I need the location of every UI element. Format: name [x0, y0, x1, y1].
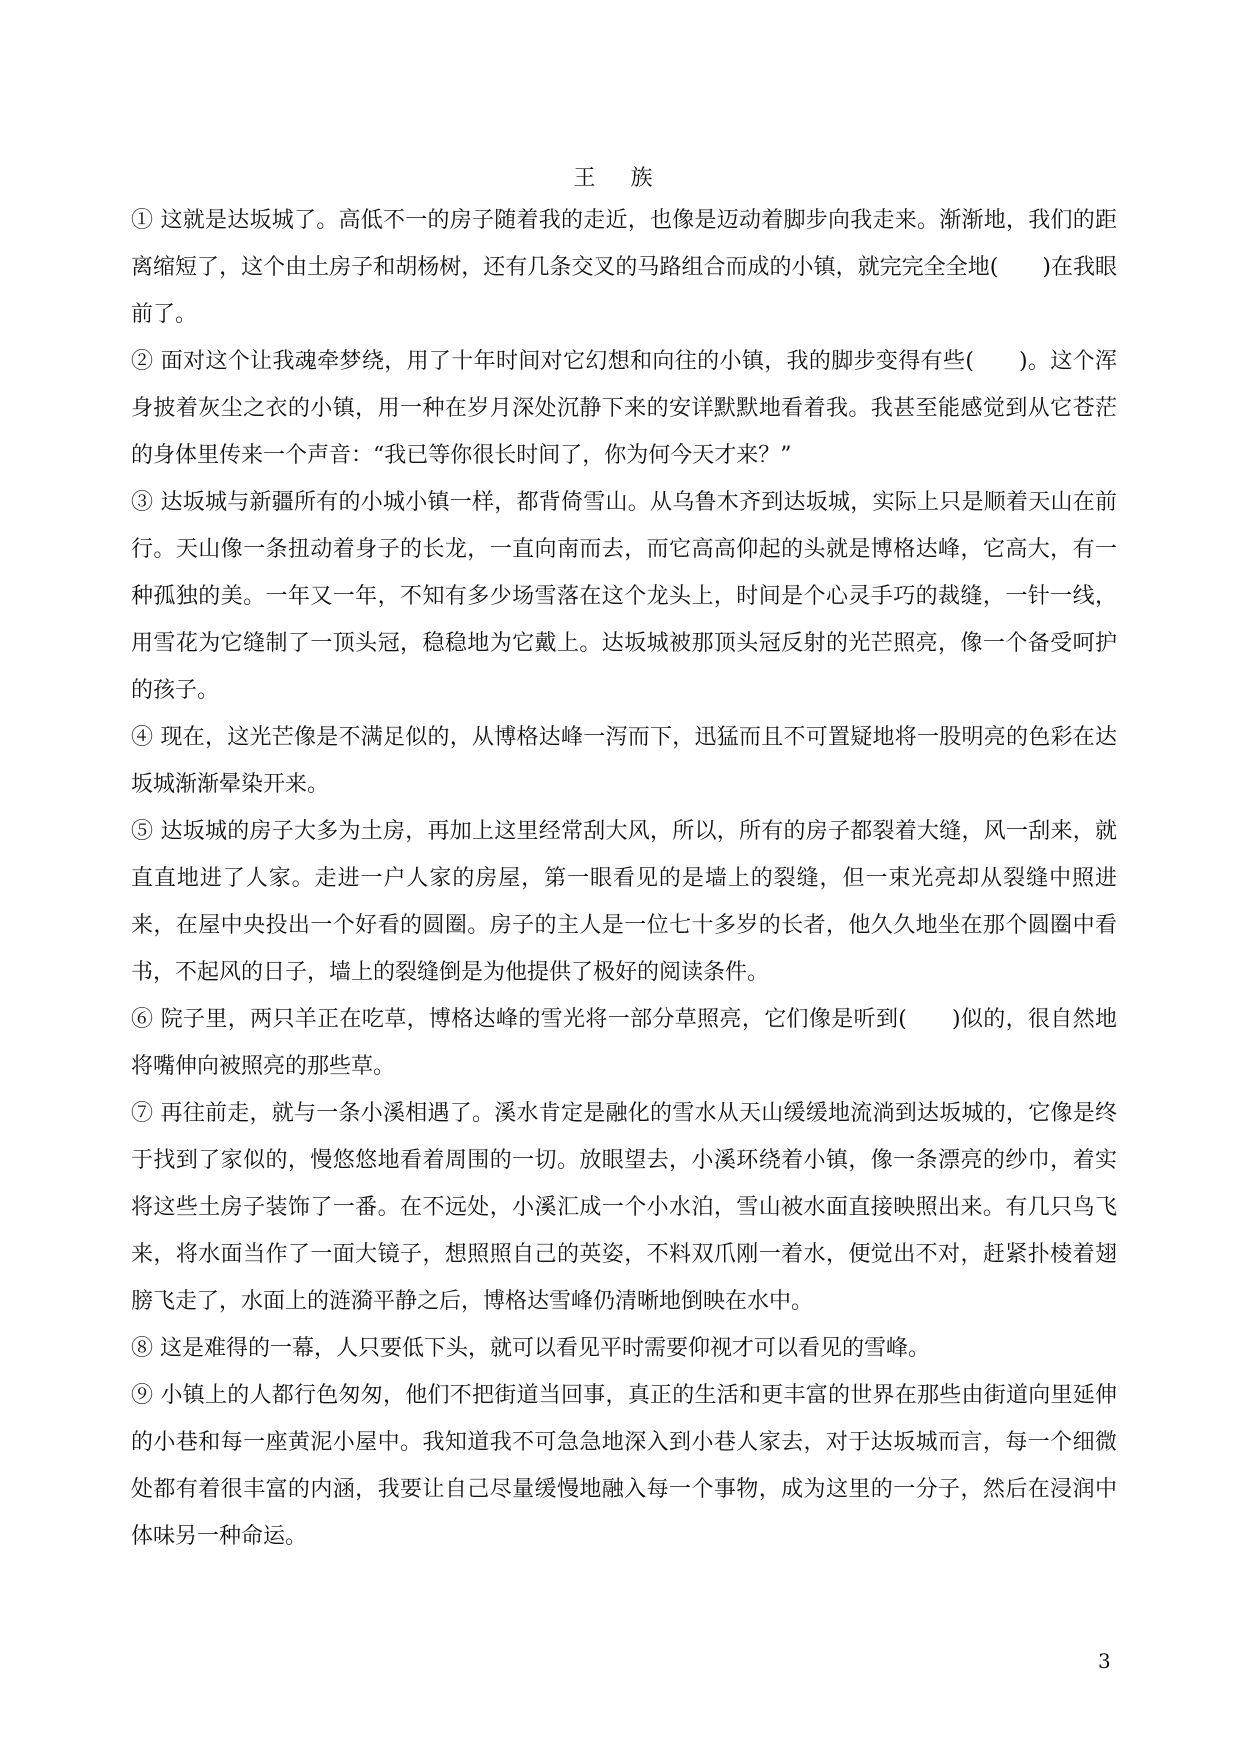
paragraph-2: ② 面对这个让我魂牵梦绕，用了十年时间对它幻想和向往的小镇，我的脚步变得有些( )。这个浑身披着灰尘之衣的小镇，用一种在岁月深处沉静下来的安详默默地看着我。我甚至能感觉到从它苍茫的身体里传来一个声音：“我已等你很长时间了，你为何今天才来？”: [131, 349, 1117, 468]
paragraph-5: ⑤ 达坂城的房子大多为土房，再加上这里经常刮大风，所以，所有的房子都裂着大缝，风一刮来，就直直地进了人家。走进一户人家的房屋，第一眼看见的是墙上的裂缝，但一束光亮却从裂缝中照进来，在屋中央投出一个好看的圆圈。房子的主人是一位七十多岁的长者，他久久地坐在那个圆圈中看书，不起风的日子，墙上的裂缝倒是为他提供了极好的阅读条件。: [131, 819, 1117, 985]
page-number: 3: [1098, 1649, 1111, 1673]
paragraph-3: ③ 达坂城与新疆所有的小城小镇一样，都背倚雪山。从乌鲁木齐到达坂城，实际上只是顺着天山在前行。天山像一条扭动着身子的长龙，一直向南而去，而它高高仰起的头就是博格达峰，它高大，有一种孤独的美。一年又一年，不知有多少场雪落在这个龙头上，时间是个心灵手巧的裁缝，一针一线，用雪花为它缝制了一顶头冠，稳稳地为它戴上。达坂城被那顶头冠反射的光芒照亮，像一个备受呵护的孩子。: [131, 490, 1117, 703]
paragraph-7: ⑦ 再往前走，就与一条小溪相遇了。溪水肯定是融化的雪水从天山缓缓地流淌到达坂城的，它像是终于找到了家似的，慢悠悠地看着周围的一切。放眼望去，小溪环绕着小镇，像一条漂亮的纱巾，着实将这些土房子装饰了一番。在不远处，小溪汇成一个小水泊，雪山被水面直接映照出来。有几只鸟飞来，将水面当作了一面大镜子，想照照自己的英姿，不料双爪刚一着水，便觉出不对，赶紧扑棱着翅膀飞走了，水面上的涟漪平静之后，博格达雪峰仍清晰地倒映在水中。: [131, 1101, 1117, 1314]
author-name: 王 族: [573, 166, 667, 191]
paragraph-6: ⑥ 院子里，两只羊正在吃草，博格达峰的雪光将一部分草照亮，它们像是听到( )似的，很自然地将嘴伸向被照亮的那些草。: [131, 1007, 1117, 1079]
paragraph-4: ④ 现在，这光芒像是不满足似的，从博格达峰一泻而下，迅猛而且不可置疑地将一股明亮的色彩在达坂城渐渐晕染开来。: [131, 725, 1117, 797]
paragraph-1: ① 这就是达坂城了。高低不一的房子随着我的走近，也像是迈动着脚步向我走来。渐渐地，我们的距离缩短了，这个由土房子和胡杨树，还有几条交叉的马路组合而成的小镇，就完完全全地( )在我眼前了。: [131, 208, 1117, 327]
article-body: [131, 197, 1117, 1560]
paragraph-9: ⑨ 小镇上的人都行色匆匆，他们不把街道当回事，真正的生活和更丰富的世界在那些由街道向里延伸的小巷和每一座黄泥小屋中。我知道我不可急急地深入到小巷人家去，对于达坂城而言，每一个细微处都有着很丰富的内涵，我要让自己尽量缓慢地融入每一个事物，成为这里的一分子，然后在浸润中体味另一种命运。: [131, 1383, 1117, 1549]
paragraph-8: ⑧ 这是难得的一幕，人只要低下头，就可以看见平时需要仰视才可以看见的雪峰。: [131, 1336, 930, 1361]
